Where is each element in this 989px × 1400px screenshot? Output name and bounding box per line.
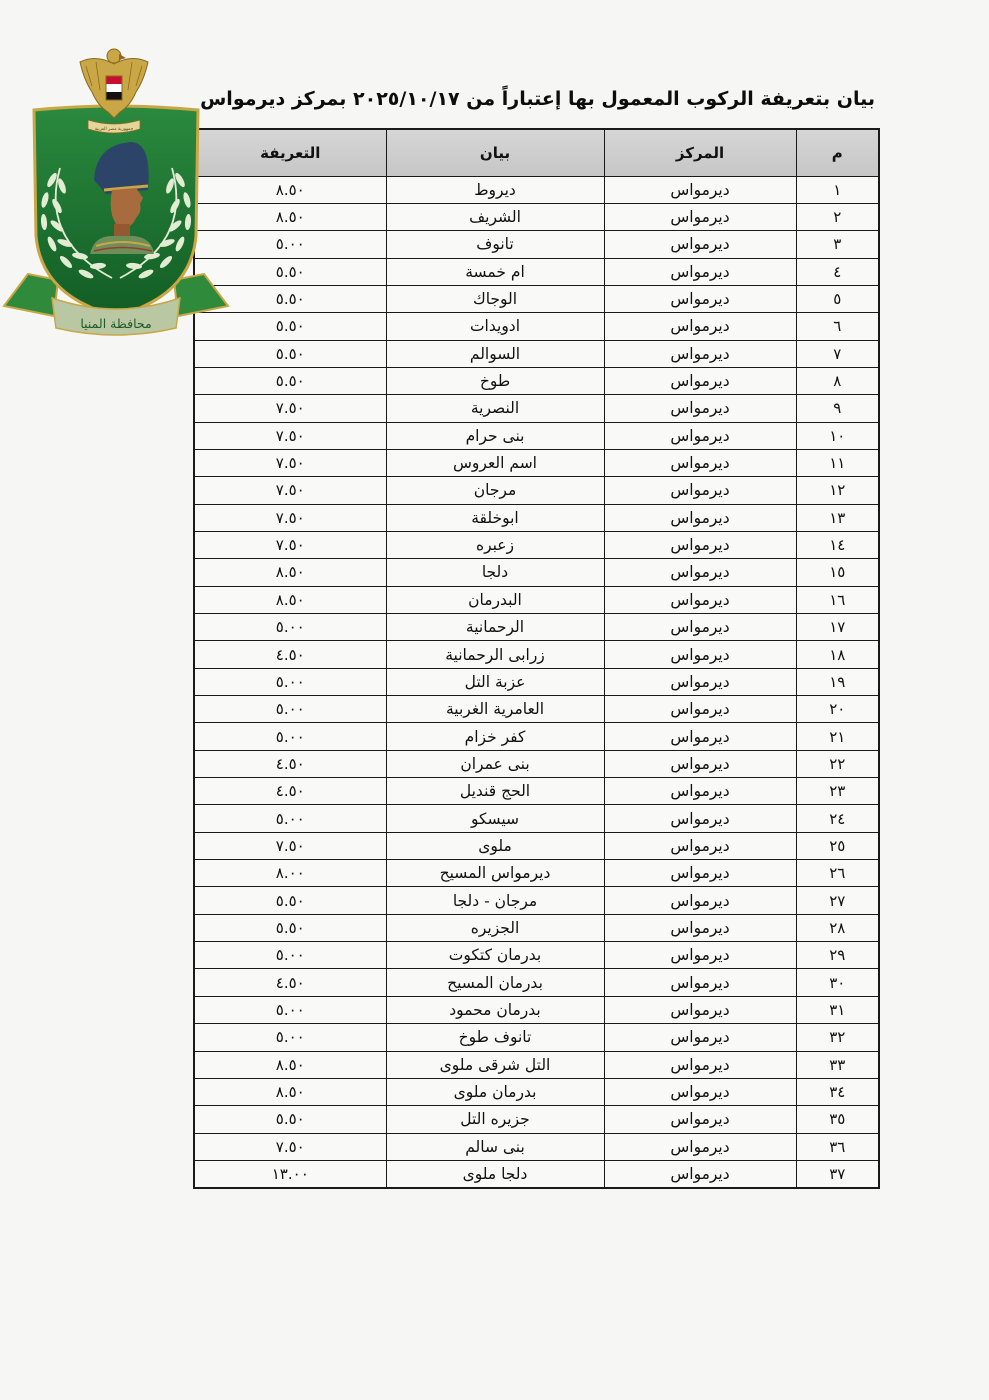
description-cell: البدرمان — [386, 586, 604, 613]
description-cell: بنى عمران — [386, 750, 604, 777]
center-cell: ديرمواس — [604, 750, 796, 777]
table-row — [194, 914, 879, 941]
fare-cell: ٥.٠٠ — [194, 805, 386, 832]
row-number-cell: ٢٠ — [796, 696, 879, 723]
table-row — [194, 1051, 879, 1078]
row-number-cell: ١٩ — [796, 668, 879, 695]
logo-caption: محافظة المنيا — [80, 316, 152, 331]
table-row — [194, 176, 879, 203]
table-row — [194, 614, 879, 641]
row-number-cell: ٢٤ — [796, 805, 879, 832]
table-row — [194, 1078, 879, 1105]
table-row — [194, 422, 879, 449]
row-number-cell: ٣٥ — [796, 1106, 879, 1133]
header-index: م — [796, 129, 879, 176]
table-row — [194, 969, 879, 996]
center-cell: ديرمواس — [604, 778, 796, 805]
row-number-cell: ١ — [796, 176, 879, 203]
row-number-cell: ١٣ — [796, 504, 879, 531]
header-fare: التعريفة — [194, 129, 386, 176]
minya-governorate-logo — [0, 40, 232, 345]
center-cell: ديرمواس — [604, 1106, 796, 1133]
center-cell: ديرمواس — [604, 860, 796, 887]
fare-cell: ٤.٥٠ — [194, 969, 386, 996]
center-cell: ديرمواس — [604, 176, 796, 203]
fare-cell: ٧.٥٠ — [194, 531, 386, 558]
row-number-cell: ٣٧ — [796, 1160, 879, 1187]
row-number-cell: ٣٢ — [796, 1024, 879, 1051]
fare-cell: ٤.٥٠ — [194, 778, 386, 805]
center-cell: ديرمواس — [604, 805, 796, 832]
table-row — [194, 1160, 879, 1187]
description-cell: عزبة التل — [386, 668, 604, 695]
table-row — [194, 367, 879, 394]
fare-cell: ٧.٥٠ — [194, 477, 386, 504]
description-cell: سيسكو — [386, 805, 604, 832]
fare-cell: ٥.٥٠ — [194, 887, 386, 914]
table-row — [194, 531, 879, 558]
center-cell: ديرمواس — [604, 1133, 796, 1160]
row-number-cell: ٤ — [796, 258, 879, 285]
table-row — [194, 504, 879, 531]
fare-cell: ٥.٠٠ — [194, 668, 386, 695]
row-number-cell: ١٨ — [796, 641, 879, 668]
table-row — [194, 996, 879, 1023]
table-row — [194, 696, 879, 723]
fare-cell: ٨.٥٠ — [194, 559, 386, 586]
description-cell: الرحمانية — [386, 614, 604, 641]
fare-cell: ٨.٥٠ — [194, 1078, 386, 1105]
description-cell: بدرمان المسيح — [386, 969, 604, 996]
center-cell: ديرمواس — [604, 586, 796, 613]
row-number-cell: ٩ — [796, 395, 879, 422]
table-row — [194, 449, 879, 476]
fare-cell: ٥.٥٠ — [194, 1106, 386, 1133]
row-number-cell: ٣٠ — [796, 969, 879, 996]
fare-cell: ٨.٠٠ — [194, 860, 386, 887]
description-cell: دلجا — [386, 559, 604, 586]
center-cell: ديرمواس — [604, 231, 796, 258]
header-center: المركز — [604, 129, 796, 176]
table-row — [194, 942, 879, 969]
description-cell: العامرية الغربية — [386, 696, 604, 723]
description-cell: النصرية — [386, 395, 604, 422]
center-cell: ديرمواس — [604, 942, 796, 969]
center-cell: ديرمواس — [604, 668, 796, 695]
center-cell: ديرمواس — [604, 203, 796, 230]
fare-cell: ٥.٠٠ — [194, 231, 386, 258]
fare-cell: ٥.٠٠ — [194, 723, 386, 750]
row-number-cell: ٢٥ — [796, 832, 879, 859]
center-cell: ديرمواس — [604, 449, 796, 476]
center-cell: ديرمواس — [604, 723, 796, 750]
center-cell: ديرمواس — [604, 996, 796, 1023]
row-number-cell: ٢٣ — [796, 778, 879, 805]
row-number-cell: ١٧ — [796, 614, 879, 641]
table-row — [194, 641, 879, 668]
logo-banner-text: جمهورية مصر العربية — [94, 127, 134, 132]
center-cell: ديرمواس — [604, 614, 796, 641]
table-row — [194, 559, 879, 586]
description-cell: ملوى — [386, 832, 604, 859]
row-number-cell: ٢٧ — [796, 887, 879, 914]
description-cell: ابوخلقة — [386, 504, 604, 531]
table-row — [194, 860, 879, 887]
table-row — [194, 231, 879, 258]
center-cell: ديرمواس — [604, 641, 796, 668]
center-cell: ديرمواس — [604, 559, 796, 586]
description-cell: الوجاك — [386, 285, 604, 312]
row-number-cell: ٦ — [796, 313, 879, 340]
row-number-cell: ٢٨ — [796, 914, 879, 941]
description-cell: دلجا ملوى — [386, 1160, 604, 1187]
description-cell: السوالم — [386, 340, 604, 367]
description-cell: الجزيره — [386, 914, 604, 941]
document-title: بيان بتعريفة الركوب المعمول بها إعتباراً من ٢٠٢٥/١٠/١٧ بمركز ديرمواس — [200, 88, 875, 110]
table-row — [194, 1106, 879, 1133]
table-row — [194, 395, 879, 422]
row-number-cell: ١١ — [796, 449, 879, 476]
row-number-cell: ٢٦ — [796, 860, 879, 887]
table-row — [194, 340, 879, 367]
table-row — [194, 1133, 879, 1160]
description-cell: زرابى الرحمانية — [386, 641, 604, 668]
center-cell: ديرمواس — [604, 285, 796, 312]
row-number-cell: ١٢ — [796, 477, 879, 504]
header-description: بيان — [386, 129, 604, 176]
center-cell: ديرمواس — [604, 696, 796, 723]
row-number-cell: ١٥ — [796, 559, 879, 586]
row-number-cell: ١٦ — [796, 586, 879, 613]
fare-cell: ٥.٠٠ — [194, 942, 386, 969]
table-row — [194, 750, 879, 777]
table-row — [194, 832, 879, 859]
fare-cell: ٥.٠٠ — [194, 1024, 386, 1051]
center-cell: ديرمواس — [604, 1078, 796, 1105]
center-cell: ديرمواس — [604, 258, 796, 285]
fare-cell: ٤.٥٠ — [194, 641, 386, 668]
center-cell: ديرمواس — [604, 395, 796, 422]
description-cell: زعبره — [386, 531, 604, 558]
center-cell: ديرمواس — [604, 531, 796, 558]
table-row — [194, 477, 879, 504]
row-number-cell: ٢٢ — [796, 750, 879, 777]
fare-cell: ٧.٥٠ — [194, 449, 386, 476]
table-row — [194, 778, 879, 805]
table-row — [194, 887, 879, 914]
description-cell: كفر خزام — [386, 723, 604, 750]
center-cell: ديرمواس — [604, 1160, 796, 1187]
center-cell: ديرمواس — [604, 367, 796, 394]
description-cell: مرجان — [386, 477, 604, 504]
description-cell: بنى سالم — [386, 1133, 604, 1160]
center-cell: ديرمواس — [604, 504, 796, 531]
description-cell: مرجان - دلجا — [386, 887, 604, 914]
description-cell: الشريف — [386, 203, 604, 230]
fare-table — [193, 128, 880, 1189]
center-cell: ديرمواس — [604, 340, 796, 367]
description-cell: اسم العروس — [386, 449, 604, 476]
fare-cell: ٥.٥٠ — [194, 258, 386, 285]
row-number-cell: ٢٩ — [796, 942, 879, 969]
row-number-cell: ٢ — [796, 203, 879, 230]
fare-cell: ٥.٥٠ — [194, 914, 386, 941]
center-cell: ديرمواس — [604, 477, 796, 504]
fare-cell: ١٣.٠٠ — [194, 1160, 386, 1187]
row-number-cell: ٨ — [796, 367, 879, 394]
table-row — [194, 668, 879, 695]
fare-cell: ٧.٥٠ — [194, 504, 386, 531]
fare-cell: ٧.٥٠ — [194, 395, 386, 422]
fare-cell: ٧.٥٠ — [194, 832, 386, 859]
fare-table-header — [194, 129, 879, 176]
fare-cell: ٨.٥٠ — [194, 203, 386, 230]
center-cell: ديرمواس — [604, 313, 796, 340]
table-row — [194, 203, 879, 230]
description-cell: بنى حرام — [386, 422, 604, 449]
header-row — [194, 129, 879, 176]
fare-cell: ٥.٥٠ — [194, 285, 386, 312]
description-cell: طوخ — [386, 367, 604, 394]
description-cell: تانوف طوخ — [386, 1024, 604, 1051]
row-number-cell: ٣٦ — [796, 1133, 879, 1160]
row-number-cell: ٣ — [796, 231, 879, 258]
center-cell: ديرمواس — [604, 914, 796, 941]
description-cell: ادويدات — [386, 313, 604, 340]
fare-cell: ٧.٥٠ — [194, 422, 386, 449]
fare-cell: ٥.٥٠ — [194, 313, 386, 340]
fare-cell: ٨.٥٠ — [194, 1051, 386, 1078]
center-cell: ديرمواس — [604, 887, 796, 914]
description-cell: الحج قنديل — [386, 778, 604, 805]
table-row — [194, 313, 879, 340]
center-cell: ديرمواس — [604, 422, 796, 449]
description-cell: ديرمواس المسيح — [386, 860, 604, 887]
row-number-cell: ٣١ — [796, 996, 879, 1023]
fare-cell: ٨.٥٠ — [194, 176, 386, 203]
fare-cell: ٤.٥٠ — [194, 750, 386, 777]
description-cell: تانوف — [386, 231, 604, 258]
description-cell: التل شرقى ملوى — [386, 1051, 604, 1078]
table-row — [194, 1024, 879, 1051]
table-row — [194, 723, 879, 750]
center-cell: ديرمواس — [604, 969, 796, 996]
table-row — [194, 285, 879, 312]
center-cell: ديرمواس — [604, 1024, 796, 1051]
description-cell: جزيره التل — [386, 1106, 604, 1133]
row-number-cell: ٥ — [796, 285, 879, 312]
description-cell: بدرمان محمود — [386, 996, 604, 1023]
center-cell: ديرمواس — [604, 1051, 796, 1078]
row-number-cell: ١٠ — [796, 422, 879, 449]
table-row — [194, 805, 879, 832]
description-cell: ديروط — [386, 176, 604, 203]
row-number-cell: ٢١ — [796, 723, 879, 750]
row-number-cell: ١٤ — [796, 531, 879, 558]
description-cell: بدرمان ملوى — [386, 1078, 604, 1105]
center-cell: ديرمواس — [604, 832, 796, 859]
table-row — [194, 258, 879, 285]
description-cell: بدرمان كتكوت — [386, 942, 604, 969]
fare-cell: ٥.٥٠ — [194, 367, 386, 394]
fare-cell: ٥.٥٠ — [194, 340, 386, 367]
fare-cell: ٥.٠٠ — [194, 614, 386, 641]
description-cell: ام خمسة — [386, 258, 604, 285]
fare-cell: ٥.٠٠ — [194, 996, 386, 1023]
fare-table-body — [194, 176, 879, 1188]
row-number-cell: ٧ — [796, 340, 879, 367]
row-number-cell: ٣٤ — [796, 1078, 879, 1105]
row-number-cell: ٣٣ — [796, 1051, 879, 1078]
fare-cell: ٨.٥٠ — [194, 586, 386, 613]
fare-cell: ٧.٥٠ — [194, 1133, 386, 1160]
table-row — [194, 586, 879, 613]
fare-cell: ٥.٠٠ — [194, 696, 386, 723]
